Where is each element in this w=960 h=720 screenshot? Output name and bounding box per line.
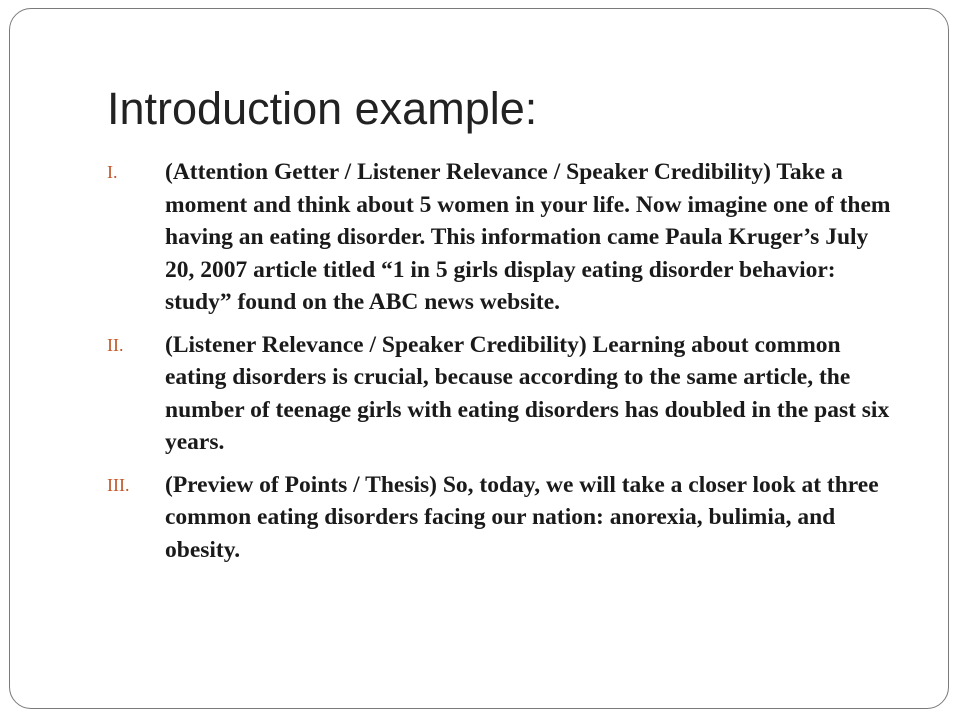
slide-title: Introduction example: [107, 83, 538, 134]
list-item-text: (Attention Getter / Listener Relevance / Speaker Credibility) Take a moment and think about 5 women in your life. Now imagine one of them having an eating disorder. This information came Paula Kruger’s July 20, 2007 article titled “1 in 5 girls display eating disorder behavior: study” found on the ABC news website. [165, 159, 891, 315]
list-numeral: III. [107, 474, 130, 495]
list-item-text: (Listener Relevance / Speaker Credibility) Learning about common eating disorders is crucial, because according to the same article, the number of teenage girls with eating disorders has doubled in the past six years. [165, 331, 890, 455]
list-item [107, 329, 897, 459]
list-numeral: II. [107, 334, 124, 355]
list-item [107, 469, 897, 567]
list-item [107, 156, 897, 319]
list-numeral: I. [107, 162, 118, 182]
point-list [107, 156, 897, 576]
list-item-text: (Preview of Points / Thesis) So, today, we will take a closer look at three common eating disorders facing our nation: anorexia, bulimia, and obesity. [165, 471, 879, 563]
